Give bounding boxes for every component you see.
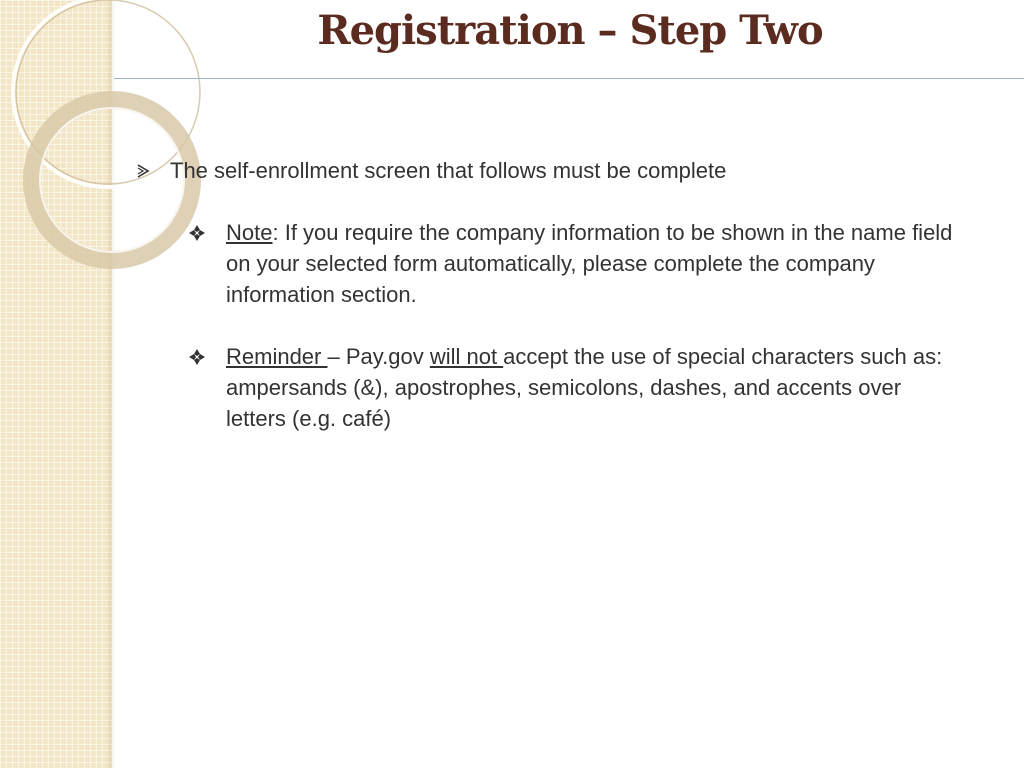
arrow-bullet-icon [136,156,154,186]
note-item [188,217,986,310]
main-bullet [136,156,986,186]
reminder-text [226,341,966,434]
note-body: : If you require the company information to be shown in the name field on your selected form automatically, please complete the company information section. [226,220,953,307]
main-bullet-text: The self-enrollment screen that follows must be complete [170,158,727,183]
diamond-bullet-icon [188,341,210,372]
reminder-label: Reminder [226,344,328,369]
diamond-bullet-icon [188,217,210,248]
note-label: Note [226,220,273,245]
note-text [226,217,966,310]
slide-content [136,156,986,434]
title-divider [114,78,1024,79]
reminder-rest: accept the use of special characters such as: ampersands (&), apostrophes, semicolons, dashes, and accents over letters (e.g. café) [226,344,943,431]
reminder-emphasis: will not [429,344,504,369]
reminder-mid: – Pay.gov [327,344,430,369]
slide-title: Registration – Step Two [317,7,823,54]
reminder-item [188,341,986,434]
